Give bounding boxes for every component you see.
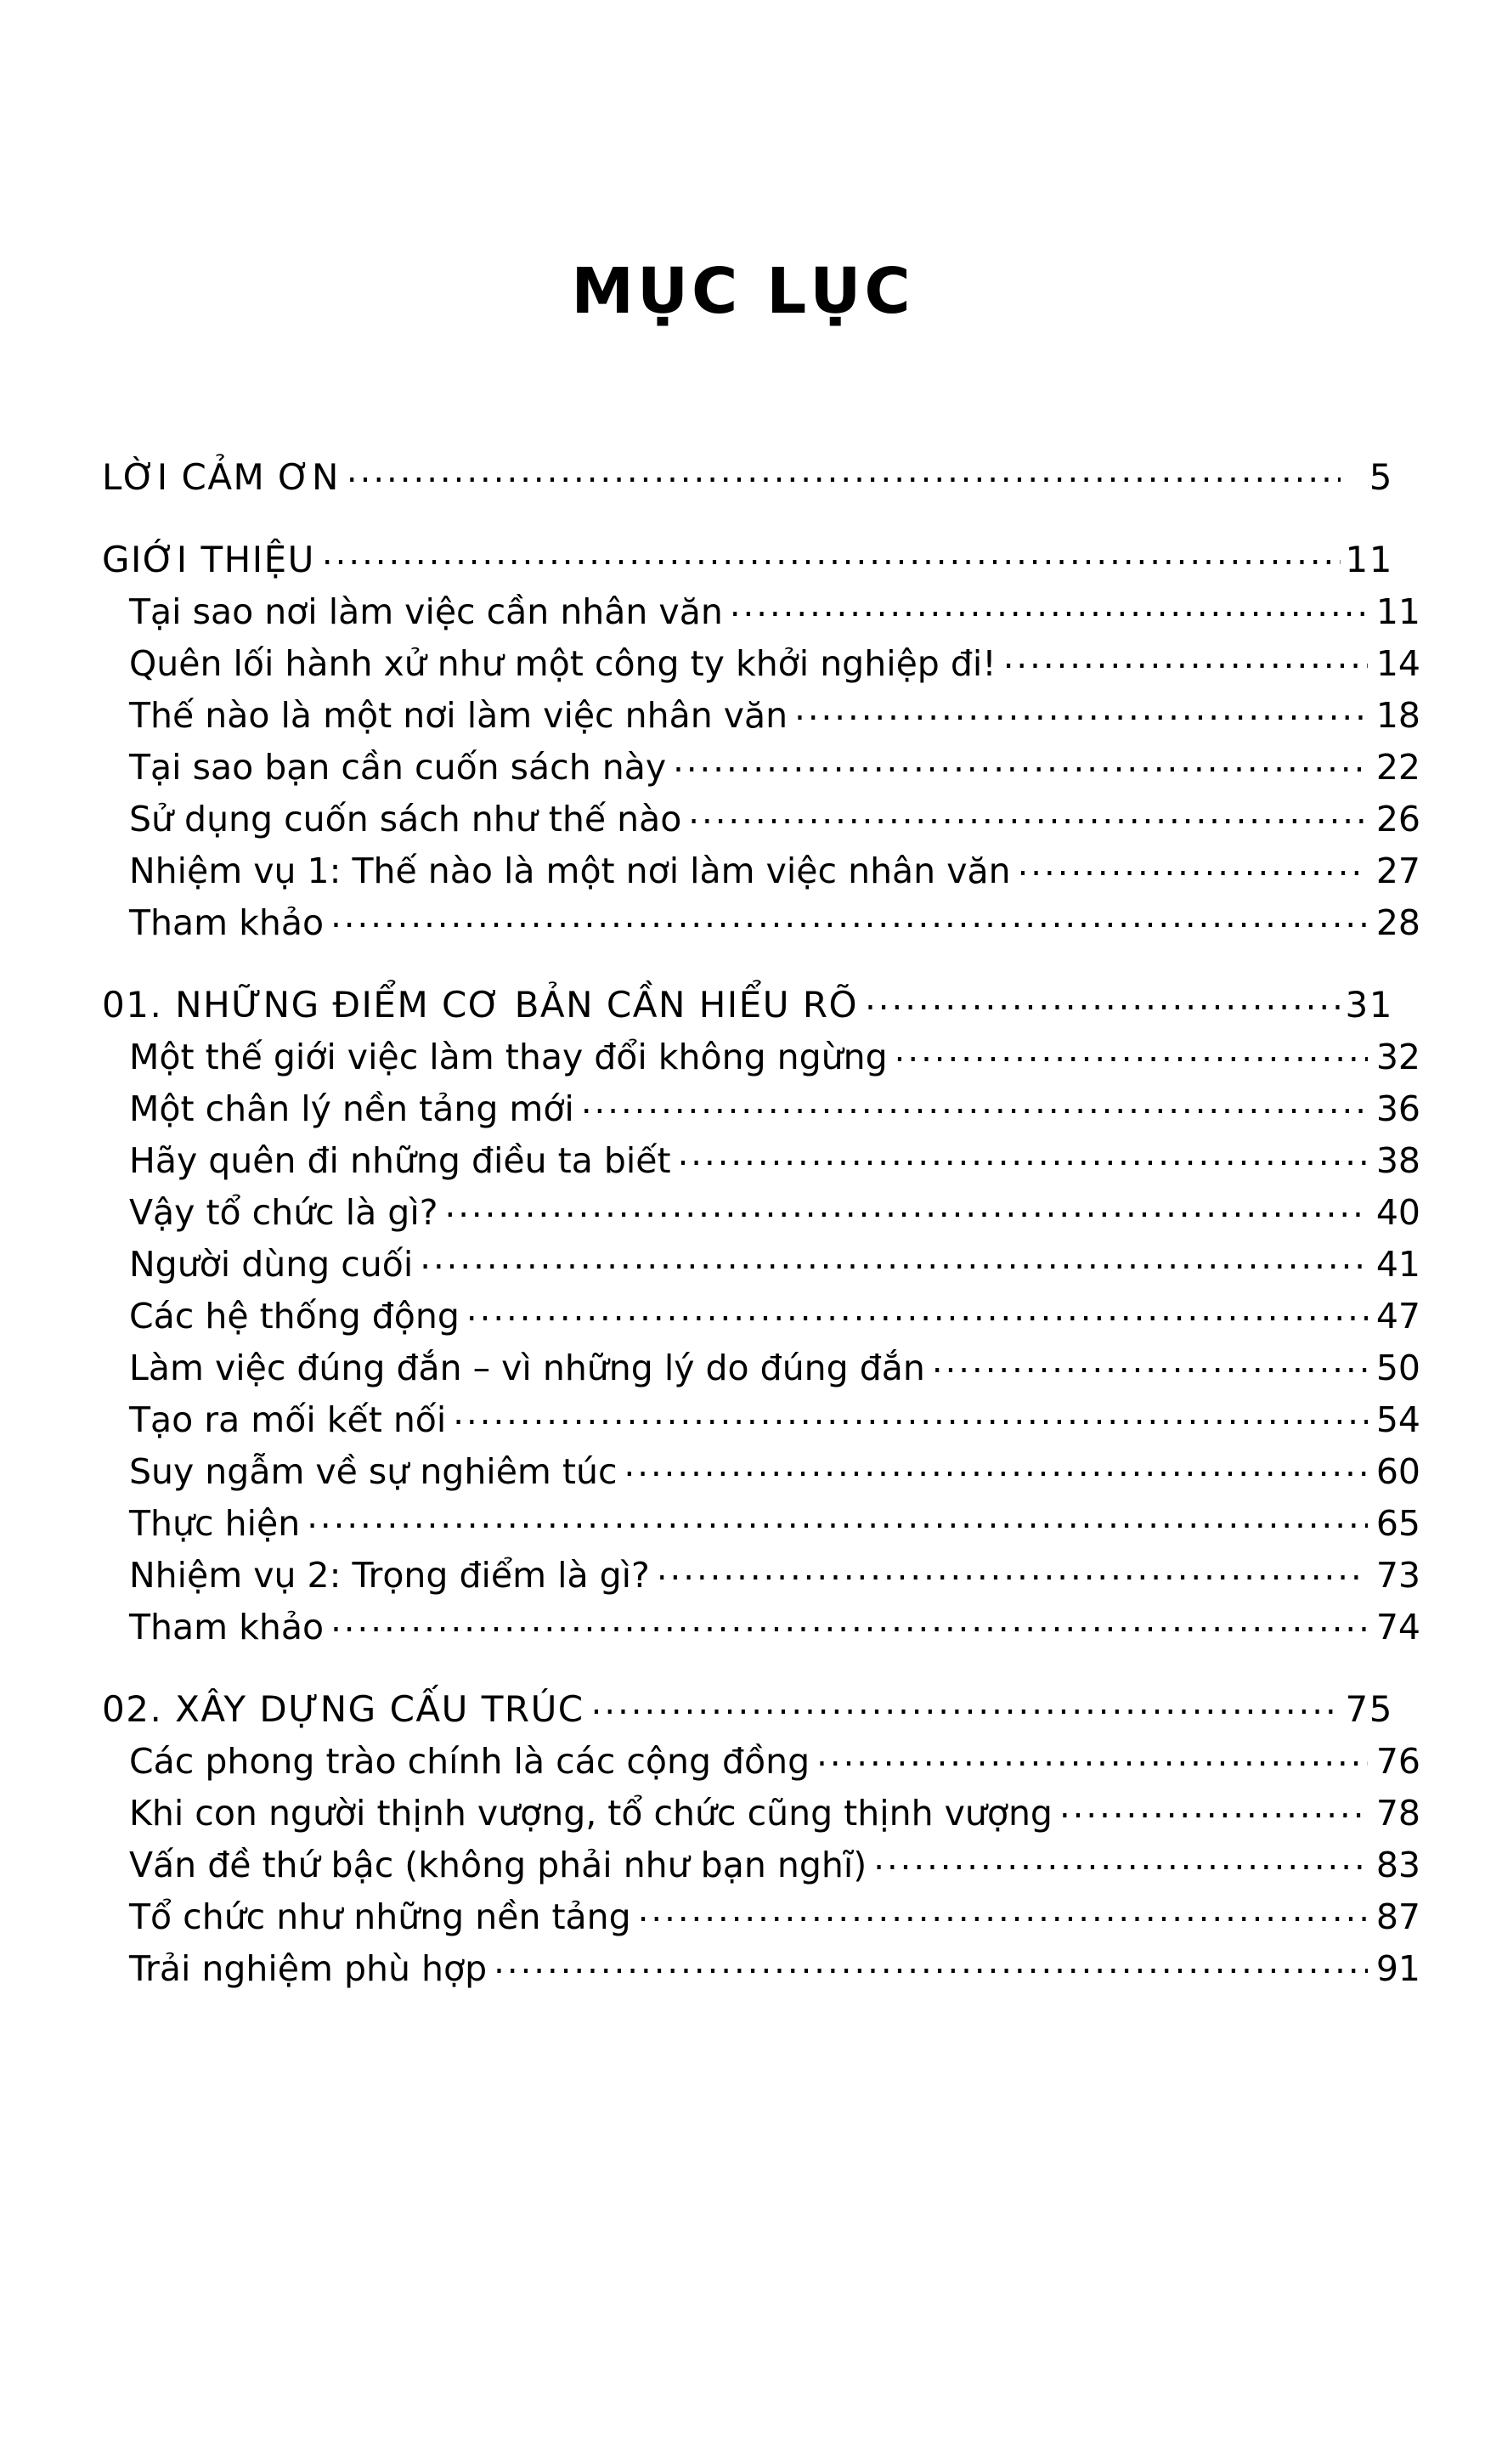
toc-leader-dots — [794, 697, 1368, 727]
toc-leader-dots — [444, 1194, 1368, 1224]
toc-entry-page: 36 — [1375, 1088, 1420, 1129]
toc-entry[interactable] — [129, 1192, 1420, 1233]
toc-entry-label: Nhiệm vụ 2: Trọng điểm là gì? — [129, 1555, 650, 1596]
toc-section-chuong-02 — [102, 1688, 1420, 1989]
toc-entry-label: Trải nghiệm phù hợp — [129, 1948, 488, 1989]
table-of-contents — [102, 456, 1420, 1989]
toc-entry[interactable] — [129, 1793, 1420, 1834]
toc-entry-label: 01. NHỮNG ĐIỂM CƠ BẢN CẦN HIỂU RÕ — [102, 984, 859, 1026]
toc-entry-label: Tại sao nơi làm việc cần nhân văn — [129, 591, 723, 632]
toc-leader-dots — [895, 1038, 1368, 1069]
toc-entry-page: 28 — [1375, 902, 1420, 943]
toc-leader-dots — [678, 1142, 1368, 1173]
toc-leader-dots — [932, 1349, 1368, 1380]
toc-entry[interactable] — [129, 695, 1420, 736]
toc-leader-dots — [420, 1246, 1368, 1276]
toc-entry-page: 11 — [1375, 591, 1420, 632]
toc-leader-dots — [330, 1608, 1368, 1639]
toc-entry-page: 74 — [1375, 1607, 1420, 1647]
toc-entry-page: 18 — [1375, 695, 1420, 736]
toc-leader-dots — [494, 1950, 1368, 1981]
toc-leader-dots — [591, 1691, 1341, 1721]
toc-entry[interactable] — [129, 904, 1420, 941]
toc-section-loi-cam-on — [102, 456, 1393, 498]
toc-entry[interactable] — [129, 1898, 1420, 1935]
toc-leader-dots — [688, 800, 1368, 831]
section-spacer — [102, 495, 1393, 541]
toc-entry[interactable] — [102, 541, 1393, 578]
toc-entry[interactable] — [102, 1688, 1393, 1730]
toc-entry[interactable] — [129, 1948, 1420, 1989]
toc-entry-page: 40 — [1375, 1192, 1420, 1233]
toc-entry-label: Hãy quên đi những điều ta biết — [129, 1140, 671, 1181]
toc-entry-label: Tại sao bạn cần cuốn sách này — [129, 747, 667, 788]
toc-entry[interactable] — [129, 1741, 1420, 1782]
toc-entry-label: Tổ chức như những nền tảng — [129, 1896, 631, 1937]
toc-entry[interactable] — [129, 747, 1420, 788]
toc-leader-dots — [1059, 1794, 1368, 1825]
toc-entry-label: Vấn đề thứ bậc (không phải như bạn nghĩ) — [129, 1845, 867, 1885]
toc-entry-label: Nhiệm vụ 1: Thế nào là một nơi làm việc nhân văn — [129, 851, 1011, 891]
toc-entry-label: Một thế giới việc làm thay đổi không ngừng — [129, 1037, 888, 1077]
toc-entry-label: Suy ngẫm về sự nghiêm túc — [129, 1451, 618, 1492]
toc-entry[interactable] — [129, 1846, 1420, 1883]
toc-entry-label: Thế nào là một nơi làm việc nhân văn — [129, 695, 788, 736]
toc-entry-label: Tạo ra mối kết nối — [129, 1399, 447, 1440]
toc-entry[interactable] — [129, 1244, 1420, 1285]
toc-entry-page: 11 — [1345, 539, 1393, 580]
toc-entry-page: 26 — [1375, 799, 1420, 839]
toc-entry-page: 76 — [1375, 1741, 1420, 1782]
toc-entry-page: 91 — [1375, 1948, 1420, 1989]
toc-entry[interactable] — [129, 1140, 1420, 1181]
toc-entry-label: Các hệ thống động — [129, 1296, 460, 1337]
toc-entry-page: 31 — [1345, 984, 1393, 1026]
toc-entry[interactable] — [102, 456, 1393, 498]
toc-entry-page: 41 — [1375, 1244, 1420, 1285]
toc-entry[interactable] — [129, 1349, 1420, 1386]
toc-entry[interactable] — [129, 1090, 1420, 1127]
toc-entry-page: 5 — [1369, 456, 1393, 498]
toc-entry-page: 60 — [1375, 1451, 1420, 1492]
toc-entry-label: LỜI CẢM ƠN — [102, 456, 340, 498]
toc-entry-label: Người dùng cuối — [129, 1244, 414, 1285]
toc-entry-label: Quên lối hành xử như một công ty khởi nghiệp đi! — [129, 643, 997, 684]
toc-entry-label: Các phong trào chính là các cộng đồng — [129, 1741, 810, 1782]
toc-leader-dots — [322, 541, 1341, 572]
toc-entry[interactable] — [129, 1296, 1420, 1337]
toc-leader-dots — [657, 1557, 1368, 1587]
toc-entry-label: Thực hiện — [129, 1503, 301, 1544]
toc-entry[interactable] — [102, 984, 1393, 1026]
toc-leader-dots — [347, 459, 1341, 489]
toc-leader-dots — [307, 1505, 1368, 1535]
toc-leader-dots — [816, 1743, 1368, 1773]
toc-entry[interactable] — [129, 643, 1420, 684]
toc-entry-label: 02. XÂY DỰNG CẤU TRÚC — [102, 1688, 584, 1730]
toc-entry[interactable] — [129, 852, 1420, 889]
toc-leader-dots — [1003, 645, 1368, 675]
toc-leader-dots — [873, 1846, 1368, 1877]
toc-section-gioi-thieu — [102, 539, 1420, 943]
toc-entry[interactable] — [129, 593, 1420, 630]
toc-section-chuong-01 — [102, 984, 1420, 1647]
toc-entry[interactable] — [129, 1503, 1420, 1544]
toc-entry-page: 87 — [1375, 1896, 1420, 1937]
section-spacer — [102, 1645, 1393, 1691]
toc-leader-dots — [673, 749, 1368, 779]
toc-entry-page: 50 — [1375, 1348, 1420, 1388]
toc-entry[interactable] — [129, 1555, 1420, 1596]
toc-entry-page: 73 — [1375, 1555, 1420, 1596]
toc-leader-dots — [624, 1453, 1368, 1483]
toc-leader-dots — [638, 1898, 1368, 1929]
toc-leader-dots — [865, 986, 1341, 1017]
page-title: MỤC LỤC — [571, 255, 914, 328]
toc-entry-page: 83 — [1375, 1845, 1420, 1885]
toc-entry-label: Làm việc đúng đắn – vì những lý do đúng đắn — [129, 1348, 925, 1388]
toc-entry[interactable] — [129, 800, 1420, 837]
toc-leader-dots — [453, 1401, 1368, 1432]
toc-entry-label: Vậy tổ chức là gì? — [129, 1192, 438, 1233]
section-spacer — [102, 941, 1393, 986]
toc-entry-page: 78 — [1375, 1793, 1420, 1834]
toc-entry[interactable] — [129, 1038, 1420, 1075]
toc-entry-label: Một chân lý nền tảng mới — [129, 1088, 574, 1129]
toc-entry[interactable] — [129, 1608, 1420, 1645]
toc-entry-page: 38 — [1375, 1140, 1420, 1181]
toc-entry-page: 32 — [1375, 1037, 1420, 1077]
toc-entry-page: 65 — [1375, 1503, 1420, 1544]
toc-entry-page: 22 — [1375, 747, 1420, 788]
toc-entry-label: Sử dụng cuốn sách như thế nào — [129, 799, 682, 839]
toc-entry-page: 14 — [1375, 643, 1420, 684]
toc-leader-dots — [466, 1297, 1368, 1328]
toc-entry-label: Khi con người thịnh vượng, tổ chức cũng thịnh vượng — [129, 1793, 1053, 1834]
toc-entry-label: GIỚI THIỆU — [102, 539, 315, 580]
toc-entry-label: Tham khảo — [129, 1607, 325, 1647]
toc-entry[interactable] — [129, 1451, 1420, 1492]
toc-entry-page: 27 — [1375, 851, 1420, 891]
toc-entry-page: 47 — [1375, 1296, 1420, 1337]
toc-leader-dots — [730, 593, 1368, 624]
toc-entry[interactable] — [129, 1401, 1420, 1438]
toc-entry-page: 75 — [1345, 1688, 1393, 1730]
toc-entry-page: 54 — [1375, 1399, 1420, 1440]
toc-leader-dots — [581, 1090, 1368, 1121]
toc-entry-label: Tham khảo — [129, 902, 325, 943]
toc-leader-dots — [330, 904, 1368, 935]
toc-leader-dots — [1018, 852, 1368, 883]
